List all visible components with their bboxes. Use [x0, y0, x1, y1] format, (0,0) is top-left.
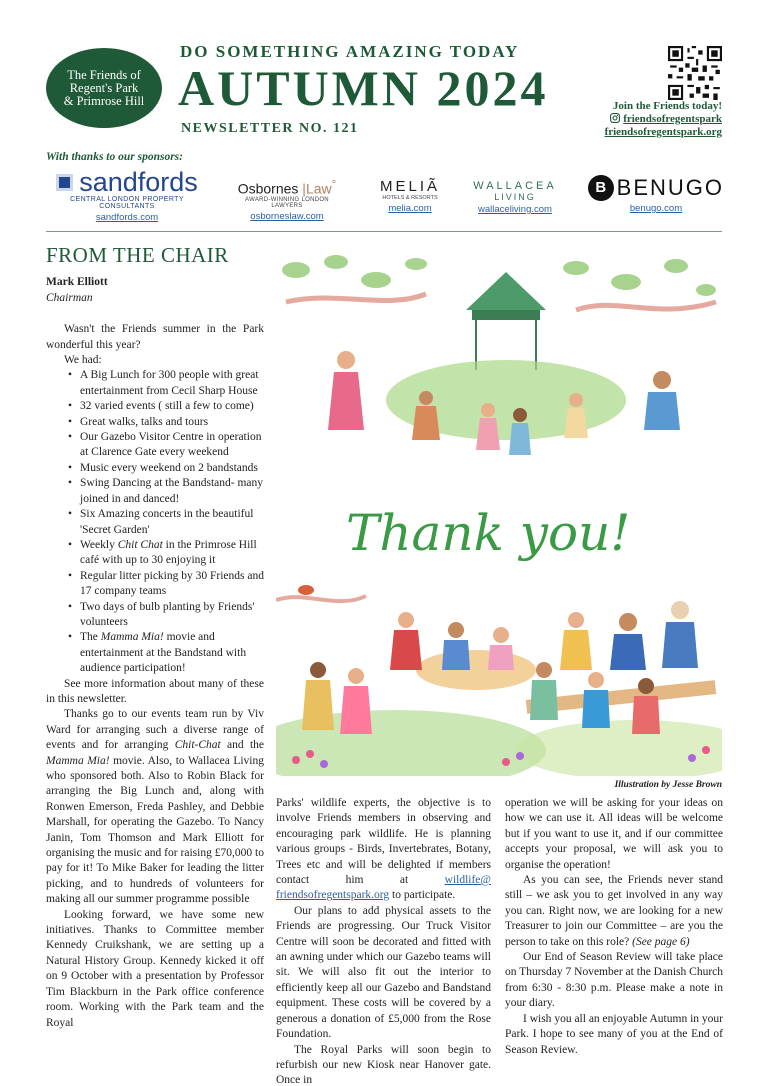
closing-paragraph: I wish you all an enjoyable Autumn in your Park. I hope to see many of you at the End of Season Review.	[505, 1012, 723, 1056]
logo-line-2: Regent's Park	[69, 80, 139, 95]
list-item: • Regular litter picking by 30 Friends and 17 company teams	[68, 569, 264, 600]
list-item: • Great walks, talks and tours	[68, 415, 264, 430]
list-item: • Two days of bulb planting by Friends' volunteers	[68, 600, 264, 631]
list-item: • 32 varied events ( still a few to come)	[68, 399, 264, 414]
author-name: Mark Elliott	[46, 276, 108, 289]
qr-code-icon[interactable]	[668, 46, 722, 100]
list-item: • Music every weekend on 2 bandstands	[68, 461, 264, 476]
list-item: • Six Amazing concerts in the beautiful 'Secret Garden'	[68, 507, 264, 538]
sponsor-name: sandfords	[79, 167, 198, 197]
thanks-paragraph: Thanks go to our events team run by Viv Ward for arranging such a diverse range of events and for arranging Chit-Chat and the Mamma Mia! movie. Also, to Wallacea Living who sponsored both. Also to Robin Black for arranging the Big Lunch and, along with Ronwen Emerson, Freda Pashley, and Debbie Marshall, for operating the Gazebo. To Nancy Janin, Tom Thomson and Mark Elliott for organising the music and for raising £70,000 to pay for it! To Mike Baker for leading the litter picking, and to hundreds of volunteers for making all our summer programme possible	[46, 708, 264, 906]
logo-line-1: The Friends of	[67, 67, 141, 82]
sponsor-name: BENUGO	[616, 175, 724, 200]
sponsor-sub: AWARD-WINNING LONDON LAWYERS	[245, 196, 329, 209]
we-had-label: We had:	[64, 354, 102, 367]
review-paragraph: Our End of Season Review will take place on Thursday 7 November at the Danish Church from 6:30 - 8:30 p.m. Please make a note in your diary.	[505, 951, 723, 1010]
newsletter-number: NEWSLETTER NO. 121	[181, 121, 359, 136]
logo-line-3: & Primrose Hill	[63, 93, 145, 108]
website-link[interactable]: friendsofregentspark.org	[604, 126, 722, 138]
sponsor-sub: HOTELS & RESORTS	[382, 195, 438, 201]
sponsor-url[interactable]: sandfords.com	[95, 212, 159, 223]
header-divider	[46, 231, 722, 232]
sponsor-url[interactable]: wallaceliving.com	[478, 204, 552, 215]
assets-paragraph: Our plans to add physical assets to the Friends are progressing. Our Truck Visitor Centre will soon be decorated and fitted with an awning under which our Gazebo teams will sit. We will also fit out the interior to efficiently keep all our Gazebo and Bandstand equipment. These costs will be covered by a generous a donation of £5,000 from the Rose Foundation.	[276, 904, 491, 1041]
article-column-left	[46, 243, 264, 1031]
author-role: Chairman	[46, 291, 93, 304]
sponsor-name: Osbornes	[237, 180, 299, 197]
sponsor-url[interactable]: osborneslaw.com	[250, 210, 324, 222]
intro-paragraph: Wasn't the Friends summer in the Park wonderful this year?	[46, 323, 264, 351]
sponsor-sandfords[interactable]	[46, 168, 208, 223]
thank-you-text: Thank you!	[346, 504, 631, 562]
sponsor-wallacea[interactable]	[470, 180, 560, 215]
sponsor-sub: CENTRAL LONDON PROPERTY CONSULTANTS	[70, 196, 184, 210]
sandfords-square-icon	[56, 174, 73, 191]
sponsor-name: MELIÃ	[380, 178, 441, 195]
sponsor-sub: LIVING	[494, 192, 536, 202]
kiosk-ideas-paragraph: operation we will be asking for your ideas on how we can use it. All ideas will be welcome but if you want to use it, and if our committee accepts your proposal, we will ask you to organise the operation!	[505, 797, 723, 871]
benugo-b-icon: B	[588, 175, 614, 201]
tagline: DO SOMETHING AMAZING TODAY	[180, 42, 520, 61]
wildlife-paragraph: Parks' wildlife experts, the objective is to involve Friends members in observing and encouraging park wildlife. He is planning various groups - Birds, Invertebrates, Botany, Trees etc and will be delighted if members contact him at wildlife@ friendsofregentspark.org to participate.	[276, 797, 491, 902]
sponsor-benugo[interactable]	[588, 175, 724, 214]
highlights-list	[68, 368, 264, 676]
sponsors-heading: With thanks to our sponsors:	[46, 151, 183, 163]
sponsor-name: WALLACEA	[473, 180, 557, 192]
join-block	[605, 100, 722, 139]
sponsor-url[interactable]: benugo.com	[629, 203, 683, 214]
sponsor-name-suffix: Law	[305, 180, 332, 197]
see-more-paragraph: See more information about many of these in this newsletter.	[46, 677, 264, 705]
list-item: • Swing Dancing at the Bandstand- many joined in and danced!	[68, 476, 264, 507]
page-title: AUTUMN 2024	[178, 60, 549, 116]
sponsor-melia[interactable]	[380, 178, 440, 214]
forward-paragraph: Looking forward, we have some new initiatives. Thanks to Committee member Kennedy Cruikshank, we are setting up a Natural History Group. Kennedy kicked it off on 9 October with a presentation by Professor Tim Blackburn in the Park office conference room. Working with the Park team and the Royal	[46, 908, 264, 1029]
sponsor-osbornes[interactable]: Osbornes |Law° AWARD-WINNING LONDON LAWYERS osborneslaw.com	[232, 178, 342, 222]
article-column-right	[505, 796, 723, 1058]
sponsor-url[interactable]: melia.com	[388, 203, 432, 214]
friends-logo	[46, 48, 162, 128]
article-column-middle	[276, 796, 491, 1086]
illustration-credit: Illustration by Jesse Brown	[614, 780, 722, 790]
instagram-icon	[610, 113, 620, 123]
treasurer-paragraph: As you can see, the Friends never stand still – we ask you to get involved in any way you can. Right now, we are looking for a new Treasurer to join our Committee – are you the person to take on this role? (See page 6)	[505, 874, 723, 948]
wildlife-email-link[interactable]: wildlife@ friendsofregentspark.org	[276, 874, 491, 902]
kiosk-paragraph: The Royal Parks will soon begin to refurbish our new Kiosk near Hanover gate. Once in	[276, 1043, 491, 1086]
list-item: • A Big Lunch for 300 people with great entertainment from Cecil Sharp House	[68, 368, 264, 399]
join-cta: Join the Friends today!	[612, 100, 722, 112]
list-item: • Our Gazebo Visitor Centre in operation at Clarence Gate every weekend	[68, 430, 264, 461]
instagram-link[interactable]: friendsofregentspark	[623, 113, 722, 125]
list-item: • Weekly Chit Chat in the Primrose Hill café with up to 30 enjoying it	[68, 538, 264, 569]
thank-you-illustration	[276, 250, 722, 776]
section-title: FROM THE CHAIR	[46, 243, 229, 267]
list-item: • The Mamma Mia! movie and entertainment at the Bandstand with audience participation!	[68, 630, 264, 676]
